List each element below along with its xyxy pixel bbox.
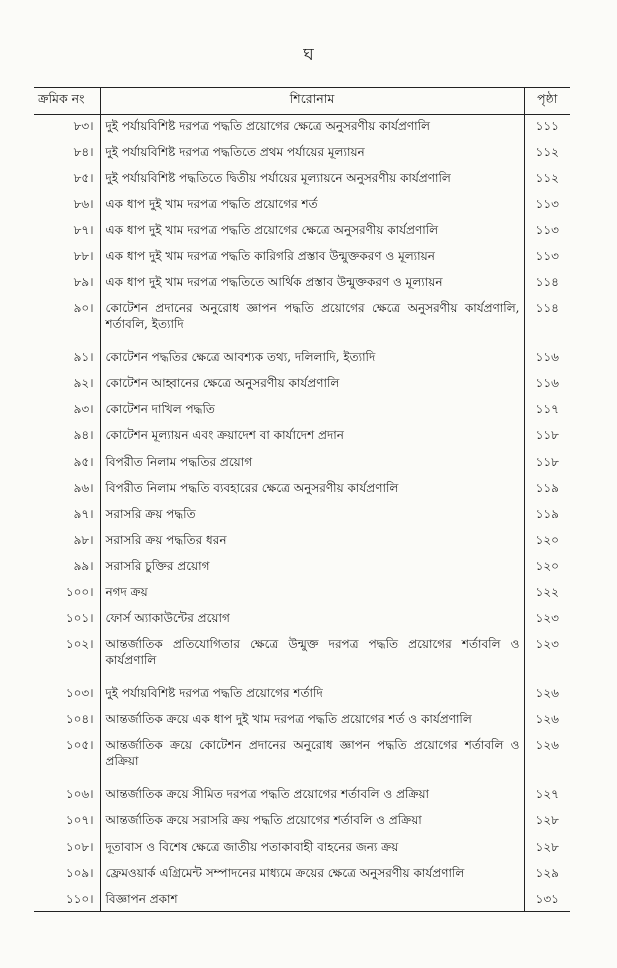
- page-number: ১২২: [535, 585, 559, 599]
- page-number: ১১২: [535, 170, 559, 185]
- serial-number: ১০৪।: [34, 708, 100, 734]
- table-row: [34, 372, 570, 398]
- page-number: ১৩১: [524, 888, 570, 912]
- page-number: ১২৯: [535, 865, 559, 880]
- table-row: [34, 451, 570, 477]
- serial-number: ৯৪।: [34, 424, 100, 450]
- serial-number: ১০৭।: [34, 809, 100, 835]
- page-number: ১২০: [535, 532, 559, 547]
- serial-number: ৮৬।: [34, 193, 100, 219]
- page-number: ১১১: [535, 119, 559, 133]
- table-row: [34, 581, 570, 607]
- table-row: [34, 682, 570, 708]
- entry-title: আন্তর্জাতিক ক্রয়ে এক ধাপ দুই খাম দরপত্র পদ্ধতি প্রয়োগের শর্ত ও কার্যপ্রণালি: [100, 708, 524, 734]
- page-number: ১২৬: [535, 686, 559, 701]
- page-number: ১২৬: [535, 738, 559, 753]
- page-number: ১১৮: [535, 454, 559, 469]
- entry-title: বিপরীত নিলাম পদ্ধতি ব্যবহারের ক্ষেত্রে অনুসরণীয় কার্যপ্রণালি: [100, 477, 524, 503]
- serial-number: ৯৮।: [34, 529, 100, 555]
- serial-number: ৮৪।: [34, 141, 100, 167]
- serial-number: ৮৫।: [34, 167, 100, 193]
- table-row: [34, 555, 570, 581]
- entry-title: কোটেশন মূল্যায়ন এবং ক্রয়াদেশ বা কার্যাদেশ প্রদান: [100, 424, 524, 450]
- page-header: পৃষ্ঠা: [524, 88, 570, 115]
- entry-title: আন্তর্জাতিক প্রতিযোগিতার ক্ষেত্রে উন্মুক্ত দরপত্র পদ্ধতি প্রয়োগের শর্তাবলি ও কার্যপ্রণালি: [100, 633, 524, 682]
- serial-number: ১০৫।: [34, 734, 100, 783]
- entry-title: আন্তর্জাতিক ক্রয়ে সরাসরি ক্রয় পদ্ধতি প্রয়োগের শর্তাবলি ও প্রক্রিয়া: [100, 809, 524, 835]
- page-number: ১১২: [535, 144, 559, 159]
- entry-title: আন্তর্জাতিক ক্রয়ে সীমিত দরপত্র পদ্ধতি প্রয়োগের শর্তাবলি ও প্রক্রিয়া: [100, 783, 524, 809]
- page-number: ১১৯: [535, 506, 559, 521]
- entry-title: এক ধাপ দুই খাম দরপত্র পদ্ধতি প্রয়োগের ক্ষেত্রে অনুসরণীয় কার্যপ্রণালি: [100, 219, 524, 245]
- serial-number: ৯২।: [34, 372, 100, 398]
- table-row: [34, 783, 570, 809]
- serial-number: ৯৩।: [34, 398, 100, 424]
- table-row: [34, 297, 570, 346]
- entry-title: আন্তর্জাতিক ক্রয়ে কোটেশন প্রদানের অনুরোধ জ্ঞাপন পদ্ধতি প্রয়োগের শর্তাবলি ও প্রক্রিয়া: [100, 734, 524, 783]
- serial-number: ১০৮।: [34, 836, 100, 862]
- entry-title: কোটেশন পদ্ধতির ক্ষেত্রে আবশ্যক তথ্য, দলিলাদি, ইত্যাদি: [100, 346, 524, 372]
- page-number: ১১৬: [535, 376, 559, 391]
- serial-number: ৯৯।: [34, 555, 100, 581]
- table-row: [34, 271, 570, 297]
- serial-number: ১১০।: [34, 888, 100, 912]
- serial-number: ৮৮।: [34, 245, 100, 271]
- table-row: [34, 633, 570, 682]
- table-row: [34, 167, 570, 193]
- page-number: ১২৮: [535, 839, 559, 854]
- page-number: ১১৪: [535, 301, 559, 316]
- page-number: ১২৩: [535, 637, 559, 652]
- serial-number: ৮৯।: [34, 271, 100, 297]
- table-row: [34, 888, 570, 912]
- entry-title: কোটেশন দাখিল পদ্ধতি: [100, 398, 524, 424]
- table-row: [34, 529, 570, 555]
- table-row: [34, 862, 570, 888]
- table-row: [34, 245, 570, 271]
- serial-number: ১০৩।: [34, 682, 100, 708]
- table-row: [34, 424, 570, 450]
- entry-title: দুই পর্যায়বিশিষ্ট দরপত্র পদ্ধতি প্রয়োগের শর্তাদি: [100, 682, 524, 708]
- page-letter: ঘ: [303, 45, 314, 65]
- page-number: ১২৮: [535, 813, 559, 828]
- table-row: [34, 708, 570, 734]
- table-row: [34, 398, 570, 424]
- page-number: ১১৩: [535, 222, 559, 237]
- entry-title: নগদ ক্রয়: [100, 581, 524, 607]
- entry-title: এক ধাপ দুই খাম দরপত্র পদ্ধতি কারিগরি প্রস্তাব উন্মুক্তকরণ ও মূল্যায়ন: [100, 245, 524, 271]
- entry-title: দূতাবাস ও বিশেষ ক্ষেত্রে জাতীয় পতাকাবাহী বাহনের জন্য ক্রয়: [100, 836, 524, 862]
- entry-title: সরাসরি ক্রয় পদ্ধতি: [100, 503, 524, 529]
- serial-number: ৮৭।: [34, 219, 100, 245]
- page-number: ১২৭: [535, 787, 559, 802]
- serial-number: ১০২।: [34, 633, 100, 682]
- serial-number: ৮৩।: [34, 115, 100, 141]
- entry-title: বিপরীত নিলাম পদ্ধতির প্রয়োগ: [100, 451, 524, 477]
- serial-number: ৯৫।: [34, 451, 100, 477]
- table-row: [34, 219, 570, 245]
- table-row: [34, 193, 570, 219]
- table-row: [34, 836, 570, 862]
- table-row: [34, 477, 570, 503]
- entry-title: দুই পর্যায়বিশিষ্ট দরপত্র পদ্ধতি প্রয়োগের ক্ষেত্রে অনুসরণীয় কার্যপ্রণালি: [100, 115, 524, 141]
- page-number: ১১৪: [535, 275, 559, 290]
- page-number: ১১৯: [535, 480, 559, 495]
- serial-header: ক্রমিক নং: [34, 88, 100, 115]
- serial-number: ৯৬।: [34, 477, 100, 503]
- entry-title: এক ধাপ দুই খাম দরপত্র পদ্ধতিতে আর্থিক প্রস্তাব উন্মুক্তকরণ ও মূল্যায়ন: [100, 271, 524, 297]
- entry-title: বিজ্ঞাপন প্রকাশ: [100, 888, 524, 912]
- table-row: [34, 734, 570, 783]
- entry-title: সরাসরি চুক্তির প্রয়োগ: [100, 555, 524, 581]
- page-number: ১১৩: [535, 248, 559, 263]
- page-number: ১১৬: [535, 350, 559, 365]
- contents-table: [34, 87, 570, 912]
- serial-number: ৯১।: [34, 346, 100, 372]
- entry-title: দুই পর্যায়বিশিষ্ট দরপত্র পদ্ধতিতে প্রথম পর্যায়ের মূল্যায়ন: [100, 141, 524, 167]
- entry-title: সরাসরি ক্রয় পদ্ধতির ধরন: [100, 529, 524, 555]
- table-row: [34, 503, 570, 529]
- serial-number: ১০৬।: [34, 783, 100, 809]
- entry-title: ফ্রেমওয়ার্ক এগ্রিমেন্ট সম্পাদনের মাধ্যমে ক্রয়ের ক্ষেত্রে অনুসরণীয় কার্যপ্রণালি: [100, 862, 524, 888]
- page-number: ১১৮: [535, 428, 559, 443]
- page-number: ১১৩: [535, 196, 559, 211]
- serial-number: ৯৭।: [34, 503, 100, 529]
- entry-title: ফোর্স অ্যাকাউন্টের প্রয়োগ: [100, 607, 524, 633]
- table-row: [34, 141, 570, 167]
- page-number: ১২০: [535, 558, 559, 573]
- header-row: [34, 88, 570, 115]
- entry-title: দুই পর্যায়বিশিষ্ট পদ্ধতিতে দ্বিতীয় পর্যায়ের মূল্যায়নে অনুসরণীয় কার্যপ্রণালি: [100, 167, 524, 193]
- entry-title: এক ধাপ দুই খাম দরপত্র পদ্ধতি প্রয়োগের শর্ত: [100, 193, 524, 219]
- table-row: [34, 607, 570, 633]
- serial-number: ১০০।: [34, 581, 100, 607]
- entry-title: কোটেশন প্রদানের অনুরোধ জ্ঞাপন পদ্ধতি প্রয়োগের ক্ষেত্রে অনুসরণীয় কার্যপ্রণালি, শর্তাবলি, ইত্যাদি: [100, 297, 524, 346]
- serial-number: ১০১।: [34, 607, 100, 633]
- page-number: ১২৩: [535, 611, 559, 626]
- serial-number: ৯০।: [34, 297, 100, 346]
- page-number: ১১৭: [535, 402, 559, 417]
- serial-number: ১০৯।: [34, 862, 100, 888]
- entry-title: কোটেশন আহ্বানের ক্ষেত্রে অনুসরণীয় কার্যপ্রণালি: [100, 372, 524, 398]
- table-row: [34, 346, 570, 372]
- page-number: ১২৬: [535, 712, 559, 727]
- table-row: [34, 115, 570, 141]
- table-row: [34, 809, 570, 835]
- title-header: শিরোনাম: [100, 88, 524, 115]
